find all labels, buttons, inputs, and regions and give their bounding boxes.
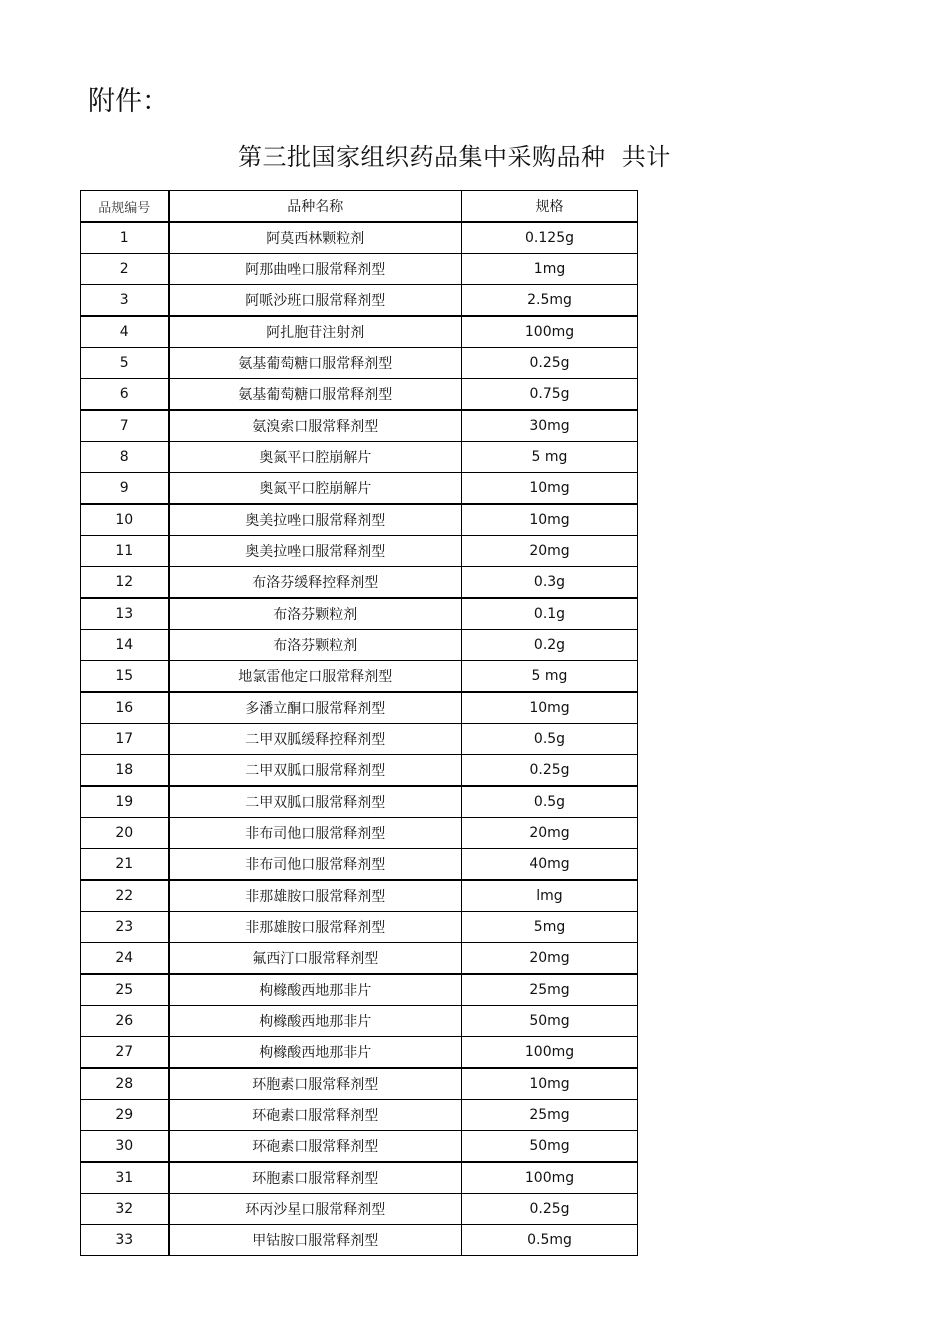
table-row (81, 724, 638, 755)
table-row (81, 849, 638, 881)
row-number-cell: 28 (81, 1068, 169, 1100)
spec-cell: 5mg (462, 912, 638, 943)
spec-cell: 0.3g (462, 567, 638, 599)
row-number-cell: 19 (81, 786, 169, 818)
row-number-cell: 31 (81, 1162, 169, 1194)
drug-name-cell: 阿莫西林颗粒剂 (169, 222, 462, 254)
spec-cell: 100mg (462, 1162, 638, 1194)
table-header-row (81, 191, 638, 223)
row-number-cell: 11 (81, 536, 169, 567)
drug-name-cell: 枸橼酸西地那非片 (169, 1037, 462, 1069)
drug-name-cell: 非那雄胺口服常释剂型 (169, 912, 462, 943)
row-number-cell: 8 (81, 442, 169, 473)
drug-name-cell: 环胞素口服常释剂型 (169, 1162, 462, 1194)
table-row (81, 1100, 638, 1131)
document-title: 第三批国家组织药品集中采购品种 共计 (238, 143, 671, 171)
drug-name-cell: 枸橼酸西地那非片 (169, 974, 462, 1006)
drug-name-cell: 布洛芬颗粒剂 (169, 630, 462, 661)
spec-cell: 0.25g (462, 1194, 638, 1225)
table-row (81, 442, 638, 473)
spec-cell: 40mg (462, 849, 638, 881)
table-row (81, 316, 638, 348)
drug-name-cell: 环砲素口服常释剂型 (169, 1100, 462, 1131)
table-row (81, 692, 638, 724)
row-number-cell: 33 (81, 1225, 169, 1256)
row-number-cell: 17 (81, 724, 169, 755)
row-number-cell: 15 (81, 661, 169, 693)
row-number-cell: 2 (81, 254, 169, 285)
row-number-cell: 21 (81, 849, 169, 881)
drug-name-cell: 布洛芬缓释控释剂型 (169, 567, 462, 599)
spec-cell: lmg (462, 880, 638, 912)
drug-name-cell: 阿哌沙班口服常释剂型 (169, 285, 462, 317)
drug-name-cell: 奥氮平口腔崩解片 (169, 442, 462, 473)
spec-cell: 0.1g (462, 598, 638, 630)
spec-cell: 10mg (462, 1068, 638, 1100)
spec-cell: 5 mg (462, 442, 638, 473)
spec-cell: 100mg (462, 1037, 638, 1069)
drug-name-cell: 氨基葡萄糖口服常释剂型 (169, 379, 462, 411)
drug-name-cell: 布洛芬颗粒剂 (169, 598, 462, 630)
drug-name-cell: 奥美拉唑口服常释剂型 (169, 536, 462, 567)
drug-name-cell: 非布司他口服常释剂型 (169, 818, 462, 849)
row-number-cell: 10 (81, 504, 169, 536)
row-number-cell: 25 (81, 974, 169, 1006)
table-row (81, 536, 638, 567)
table-row (81, 912, 638, 943)
spec-cell: 20mg (462, 536, 638, 567)
table-row (81, 661, 638, 693)
spec-cell: 2.5mg (462, 285, 638, 317)
row-number-cell: 22 (81, 880, 169, 912)
row-number-cell: 14 (81, 630, 169, 661)
spec-cell: 25mg (462, 974, 638, 1006)
drug-name-cell: 枸橼酸西地那非片 (169, 1006, 462, 1037)
drug-name-cell: 二甲双胍口服常释剂型 (169, 755, 462, 787)
table-row (81, 254, 638, 285)
table-row (81, 974, 638, 1006)
drug-name-cell: 氨基葡萄糖口服常释剂型 (169, 348, 462, 379)
row-number-cell: 24 (81, 943, 169, 975)
table-body (81, 222, 638, 1256)
drug-name-cell: 甲钴胺口服常释剂型 (169, 1225, 462, 1256)
spec-cell: 0.5g (462, 724, 638, 755)
drug-name-cell: 氟西汀口服常释剂型 (169, 943, 462, 975)
drug-name-cell: 环丙沙星口服常释剂型 (169, 1194, 462, 1225)
table-row (81, 943, 638, 975)
spec-cell: 0.25g (462, 348, 638, 379)
row-number-cell: 27 (81, 1037, 169, 1069)
table-row (81, 1037, 638, 1069)
table-row (81, 818, 638, 849)
drug-name-cell: 非那雄胺口服常释剂型 (169, 880, 462, 912)
row-number-cell: 6 (81, 379, 169, 411)
drug-table (80, 190, 638, 1256)
spec-cell: 20mg (462, 943, 638, 975)
table-row (81, 1162, 638, 1194)
spec-cell: 100mg (462, 316, 638, 348)
table-row (81, 786, 638, 818)
drug-name-cell: 阿扎胞苷注射剂 (169, 316, 462, 348)
spec-cell: 10mg (462, 473, 638, 505)
row-number-cell: 13 (81, 598, 169, 630)
spec-cell: 0.5mg (462, 1225, 638, 1256)
table-row (81, 1194, 638, 1225)
drug-name-cell: 环砲素口服常释剂型 (169, 1131, 462, 1163)
drug-name-cell: 多潘立酮口服常释剂型 (169, 692, 462, 724)
table-row (81, 504, 638, 536)
table-row (81, 630, 638, 661)
row-number-cell: 23 (81, 912, 169, 943)
spec-cell: 30mg (462, 410, 638, 442)
spec-cell: 0.5g (462, 786, 638, 818)
spec-cell: 0.25g (462, 755, 638, 787)
spec-cell: 50mg (462, 1006, 638, 1037)
row-number-cell: 29 (81, 1100, 169, 1131)
table-row (81, 1225, 638, 1256)
row-number-cell: 12 (81, 567, 169, 599)
spec-cell: 5 mg (462, 661, 638, 693)
column-header-spec: 规格 (462, 191, 638, 223)
drug-name-cell: 奥氮平口腔崩解片 (169, 473, 462, 505)
row-number-cell: 26 (81, 1006, 169, 1037)
drug-name-cell: 环胞素口服常释剂型 (169, 1068, 462, 1100)
table-row (81, 1006, 638, 1037)
spec-cell: 0.75g (462, 379, 638, 411)
row-number-cell: 30 (81, 1131, 169, 1163)
table-row (81, 880, 638, 912)
row-number-cell: 7 (81, 410, 169, 442)
row-number-cell: 3 (81, 285, 169, 317)
table-row (81, 285, 638, 317)
table-row (81, 1131, 638, 1163)
row-number-cell: 5 (81, 348, 169, 379)
row-number-cell: 32 (81, 1194, 169, 1225)
table-row (81, 222, 638, 254)
row-number-cell: 16 (81, 692, 169, 724)
spec-cell: 25mg (462, 1100, 638, 1131)
table-row (81, 755, 638, 787)
row-number-cell: 9 (81, 473, 169, 505)
drug-name-cell: 地氯雷他定口服常释剂型 (169, 661, 462, 693)
column-header-name: 品种名称 (169, 191, 462, 223)
table-row (81, 598, 638, 630)
spec-cell: 10mg (462, 504, 638, 536)
spec-cell: 0.125g (462, 222, 638, 254)
spec-cell: 50mg (462, 1131, 638, 1163)
table-row (81, 567, 638, 599)
drug-name-cell: 奥美拉唑口服常释剂型 (169, 504, 462, 536)
drug-name-cell: 氨溴索口服常释剂型 (169, 410, 462, 442)
table-row (81, 379, 638, 411)
row-number-cell: 4 (81, 316, 169, 348)
table-row (81, 473, 638, 505)
drug-name-cell: 二甲双胍缓释控释剂型 (169, 724, 462, 755)
row-number-cell: 20 (81, 818, 169, 849)
drug-name-cell: 阿那曲唑口服常释剂型 (169, 254, 462, 285)
spec-cell: 10mg (462, 692, 638, 724)
row-number-cell: 1 (81, 222, 169, 254)
spec-cell: 0.2g (462, 630, 638, 661)
drug-name-cell: 二甲双胍口服常释剂型 (169, 786, 462, 818)
drug-name-cell: 非布司他口服常释剂型 (169, 849, 462, 881)
table-row (81, 1068, 638, 1100)
spec-cell: 1mg (462, 254, 638, 285)
attachment-label: 附件： (88, 86, 169, 117)
table-row (81, 410, 638, 442)
table-row (81, 348, 638, 379)
row-number-cell: 18 (81, 755, 169, 787)
column-header-number: 品规编号 (81, 191, 169, 223)
spec-cell: 20mg (462, 818, 638, 849)
